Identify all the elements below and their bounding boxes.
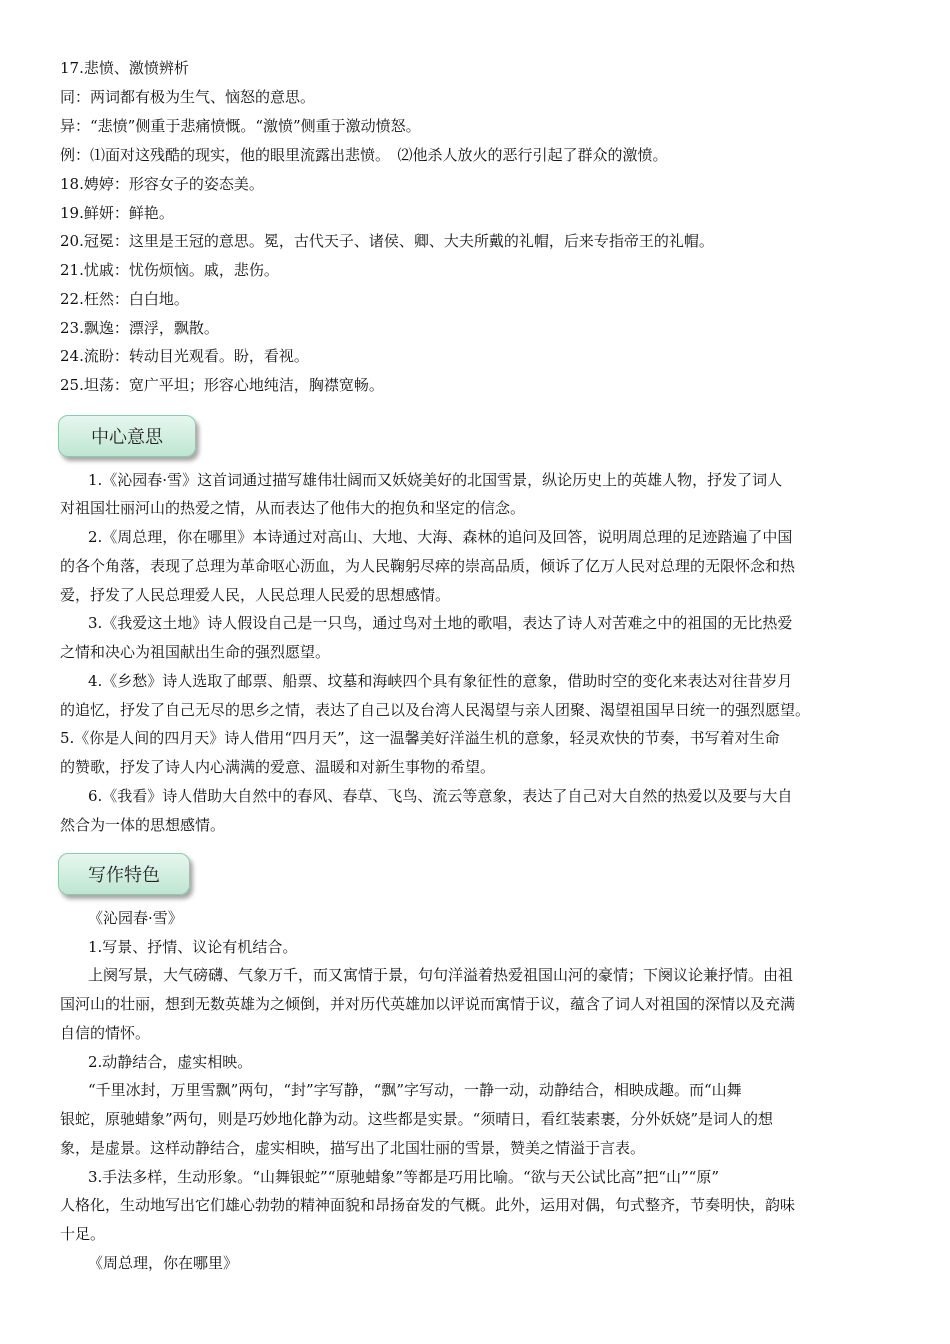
paragraph-line: 对祖国壮丽河山的热爱之情，从而表达了他伟大的抱负和坚定的信念。 [60,499,526,517]
vocab-line: 24.流盼：转动目光观看。盼，看视。 [60,347,309,365]
vocab-line: 22.枉然：白白地。 [60,290,189,308]
paragraph-line: 的赞歌，抒发了诗人内心满满的爱意、温暖和对新生事物的希望。 [60,758,496,776]
paragraph-line: 爱，抒发了人民总理爱人民，人民总理人民爱的思想感情。 [60,586,451,604]
paragraph-line: 之情和决心为祖国献出生命的强烈愿望。 [60,643,331,661]
paragraph-line: 2.《周总理，你在哪里》本诗通过对高山、大地、大海、森林的追问及回答，说明周总理的足迹踏遍了中国 [88,528,793,546]
paragraph-line: 3.《我爱这土地》诗人假设自己是一只鸟，通过鸟对土地的歌唱，表达了诗人对苦难之中的祖国的无比热爱 [88,614,793,632]
paragraph-line: 的各个角落，表现了总理为革命呕心沥血，为人民鞠躬尽瘁的崇高品质，倾诉了亿万人民对总理的无限怀念和热 [60,557,796,575]
paragraph-line: 自信的情怀。 [60,1024,151,1042]
poem-title: 《沁园春·雪》 [88,909,183,927]
vocab-line: 21.忧戚：忧伤烦恼。戚，悲伤。 [60,261,279,279]
vocab-line: 异：“悲愤”侧重于悲痛愤慨。“激愤”侧重于激动愤怒。 [60,117,421,135]
section-heading-writing-features: 写作特色 [58,853,190,895]
paragraph-line: 3.手法多样，生动形象。“山舞银蛇”“原驰蜡象”等都是巧用比喻。“欲与天公试比高”把“山”“原” [88,1168,719,1186]
paragraph-line: 十足。 [60,1225,106,1243]
vocab-line: 19.鲜妍：鲜艳。 [60,204,174,222]
paragraph-line: 国河山的壮丽，想到无数英雄为之倾倒，并对历代英雄加以评说而寓情于议，蕴含了词人对祖国的深情以及充满 [60,995,796,1013]
vocab-line: 25.坦荡：宽广平坦；形容心地纯洁，胸襟宽畅。 [60,376,384,394]
paragraph-line: 然合为一体的思想感情。 [60,816,226,834]
paragraph-line: “千里冰封，万里雪飘”两句，“封”字写静，“飘”字写动，一静一动，动静结合，相映成趣。而“山舞 [88,1081,742,1099]
vocab-line: 20.冠冕：这里是王冠的意思。冕，古代天子、诸侯、卿、大夫所戴的礼帽，后来专指帝王的礼帽。 [60,232,714,250]
vocab-line: 例：⑴面对这残酷的现实，他的眼里流露出悲愤。 ⑵他杀人放火的恶行引起了群众的激愤。 [60,146,668,164]
paragraph-line: 银蛇，原驰蜡象”两句，则是巧妙地化静为动。这些都是实景。“须晴日，看红装素裹，分外妖娆”是词人的想 [60,1110,774,1128]
paragraph-line: 人格化，生动地写出它们雄心勃勃的精神面貌和昂扬奋发的气概。此外，运用对偶，句式整齐，节奏明快，韵味 [60,1196,796,1214]
paragraph-line: 上阕写景，大气磅礴、气象万千，而又寓情于景，句句洋溢着热爱祖国山河的豪情；下阕议论兼抒情。由祖 [88,966,794,984]
paragraph-line: 象，是虚景。这样动静结合，虚实相映，描写出了北国壮丽的雪景，赞美之情溢于言表。 [60,1139,646,1157]
vocab-line: 18.娉婷：形容女子的姿态美。 [60,175,264,193]
vocab-line: 23.飘逸：漂浮，飘散。 [60,319,219,337]
paragraph-line: 1.《沁园春·雪》这首词通过描写雄伟壮阔而又妖娆美好的北国雪景，纵论历史上的英雄人物，抒发了词人 [88,471,783,489]
paragraph-line: 4.《乡愁》诗人选取了邮票、船票、坟墓和海峡四个具有象征性的意象，借助时空的变化来表达对往昔岁月 [88,672,793,690]
section-heading-central-idea: 中心意思 [58,415,196,457]
vocab-line: 17.悲愤、激愤辨析 [60,59,189,77]
paragraph-line: 的追忆，抒发了自己无尽的思乡之情，表达了自己以及台湾人民渴望与亲人团聚、渴望祖国早日统一的强烈愿望。 [60,701,811,719]
vocab-line: 同：两词都有极为生气、恼怒的意思。 [60,88,316,106]
paragraph-line: 6.《我看》诗人借助大自然中的春风、春草、飞鸟、流云等意象，表达了自己对大自然的热爱以及要与大自 [88,787,793,805]
paragraph-line: 5.《你是人间的四月天》诗人借用“四月天”，这一温馨美好洋溢生机的意象，轻灵欢快的节奏，书写着对生命 [60,729,780,747]
paragraph-line: 1.写景、抒情、议论有机结合。 [88,938,298,956]
paragraph-line: 2.动静结合，虚实相映。 [88,1053,253,1071]
poem-title: 《周总理，你在哪里》 [88,1254,239,1272]
